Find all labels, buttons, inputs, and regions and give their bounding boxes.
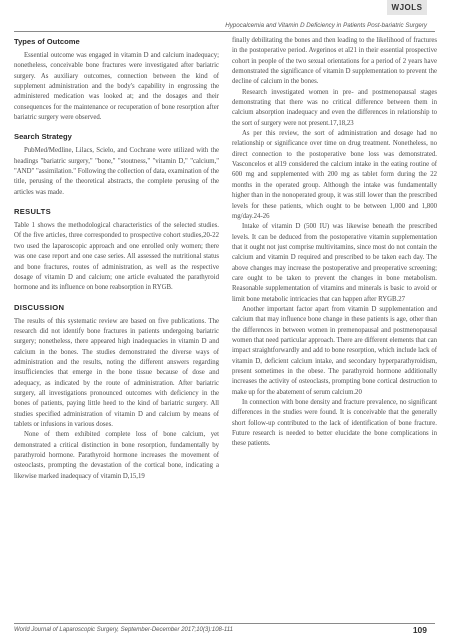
section-heading-results: RESULTS: [14, 207, 51, 217]
page-number: 109: [412, 625, 427, 635]
journal-tag: WJOLS: [387, 0, 427, 15]
paragraph-menopausal-study: Research investigated women in pre- and postmenopausal stages demonstrating that there was no critical difference between them in calcium absorption inadequacy and even the differences in relationship to the sort of surgery were not present.17,18,23: [232, 88, 437, 127]
paragraph-discussion-1: The results of this systematic review are based on five publications. The research did not identify bone fractures in patients undergoing bariatric surgery; nonetheless, there appeared high inadequacies in vitamin D and calcium in the bones. The studies demonstrated the diverse ways of administration and the results, noting the different answers regarding insufficiencies that emerge in the bone tissue because of dose and adequacy, as indicated by the route of administration. After bariatric surgery, all investigations pronounced outcomes with deficiency in the bones of patients, paying little heed to the kind of bariatric surgery. All studies specified administration of vitamin D and calcium by means of tablets or infusions in various doses.: [14, 317, 219, 428]
paragraph-search-strategy: PubMed/Medline, Lilacs, Scielo, and Cochrane were utilized with the headings "bariatric surgery," "bone," "stoutness," "vitamin D," "calcium," "AND" "assimilation." Following the collection of data, examination of the title, perusing of the theoretical abstracts, the complete perusing of the articles was made.: [14, 147, 219, 196]
left-column: [14, 36, 219, 482]
paragraph-discussion-continued: finally debilitating the bones and then leading to the likelihood of fractures in the postoperative period. Avgerinos et al21 in their essential prospective cohort in people of the two sexual orientations for a period of 2 years have demonstrated the significance of vitamin D supplementation to prevent the decline of calcium in the bones.: [232, 37, 437, 86]
section-heading-types-of-outcome: Types of Outcome: [14, 37, 80, 46]
footer-divider: [14, 623, 435, 624]
paragraph-administration-dosage: As per this review, the sort of administration and dosage had no relationship or significance over time on drug treatment. Nonetheless, no direct connection to the postoperative bone loss was demonstrated. Vasconcelos et al19 considered the calcium intake in the eating routine of 600 mg and supplemented with 200 mg as tablet form during the 22 months in the operated group. Although the intake was fundamentally higher than in the nonoperated group, it was still lower than the prescribed levels for these patients, which ought to be between 1,000 and 1,800 mg/day.24-26: [232, 130, 437, 220]
header-divider: [14, 31, 435, 32]
paragraph-bone-density: In connection with bone density and fracture prevalence, no significant differences in the studies were found. It is conceivable that the generally short follow-up contributed to the lack of identification of bone fracture. Future research is needed to better elucidate the bone complications in these patients.: [232, 399, 437, 448]
right-column: [232, 36, 437, 450]
running-title: Hypocalcemia and Vitamin D Deficiency in Patients Post-bariatric Surgery: [225, 22, 427, 29]
paragraph-vitamin-d-intake: Intake of vitamin D (500 IU) was likewise beneath the prescribed levels. It can be deduced from the postoperative vitamin supplementation that it ought not just comprise multivitamins, since most do not contain the calcium and vitamin D required and prescribed to be taken each day. The above changes may increase the postoperative and preoperative screening; care ought to be taken to prevent the changes in bone metabolism. Reasonable supplementation of vitamins and minerals is basic to avoid or limit bone metabolic intricacies that can happen after RYGB.27: [232, 223, 437, 303]
paragraph-age-factor: Another important factor apart from vitamin D supplementation and calcium that may influence bone change in these patients is age, other than the differences in between women in premenopausal and postmenopausal women that need particular approach. There are different elements that can impact straightforwardly and add to bone resorption, which include lack of vitamin D, deficient calcium intake, and secondary hyperparathyroidism, present sometimes in the obese. The parathyroid hormone additionally increases the activity of osteoclasts, prompting bone cortical destruction to make up for the abatement of serum calcium.20: [232, 305, 437, 396]
section-heading-discussion: DISCUSSION: [14, 302, 65, 312]
section-heading-search-strategy: Search Strategy: [14, 132, 72, 142]
page-header: [0, 0, 449, 29]
paragraph-discussion-2: None of them exhibited complete loss of bone calcium, yet demonstrated a critical distinction in bone resorption, fundamentally by parathyroid hormone. Parathyroid hormone increases the movement of osteoclasts, prompting the devastation of the cortical bone, indicating a likewise marked inadequacy of vitamin D,15,19: [14, 431, 219, 480]
footer-journal-citation: World Journal of Laparoscopic Surgery, September-December 2017;10(3):108-111: [14, 627, 234, 633]
paragraph-results: Table 1 shows the methodological characteristics of the selected studies. Of the five articles, three corresponded to prospective cohort studies,20-22 two used the laparoscopic approach and one enrolled only women; there was one case report and one case series. All assessed the nutritional status and bone fractures, routes of administration, as well as the respective dosage of vitamin D and calcium; one article evaluated the parathyroid hormone and its influence on bone reabsorption in RYGB.: [14, 222, 219, 292]
paragraph-types-of-outcome: Essential outcome was engaged in vitamin D and calcium inadequacy; nonetheless, conceivable bone fractures were investigated after bariatric surgery. As auxiliary outcomes, connection between the kind of supplement administration and the body's capability in engrossing the administered medication was looked at; and the dosages and their consequences for the maintenance or recuperation of bone resorption after bariatric surgery were observed.: [14, 52, 219, 122]
